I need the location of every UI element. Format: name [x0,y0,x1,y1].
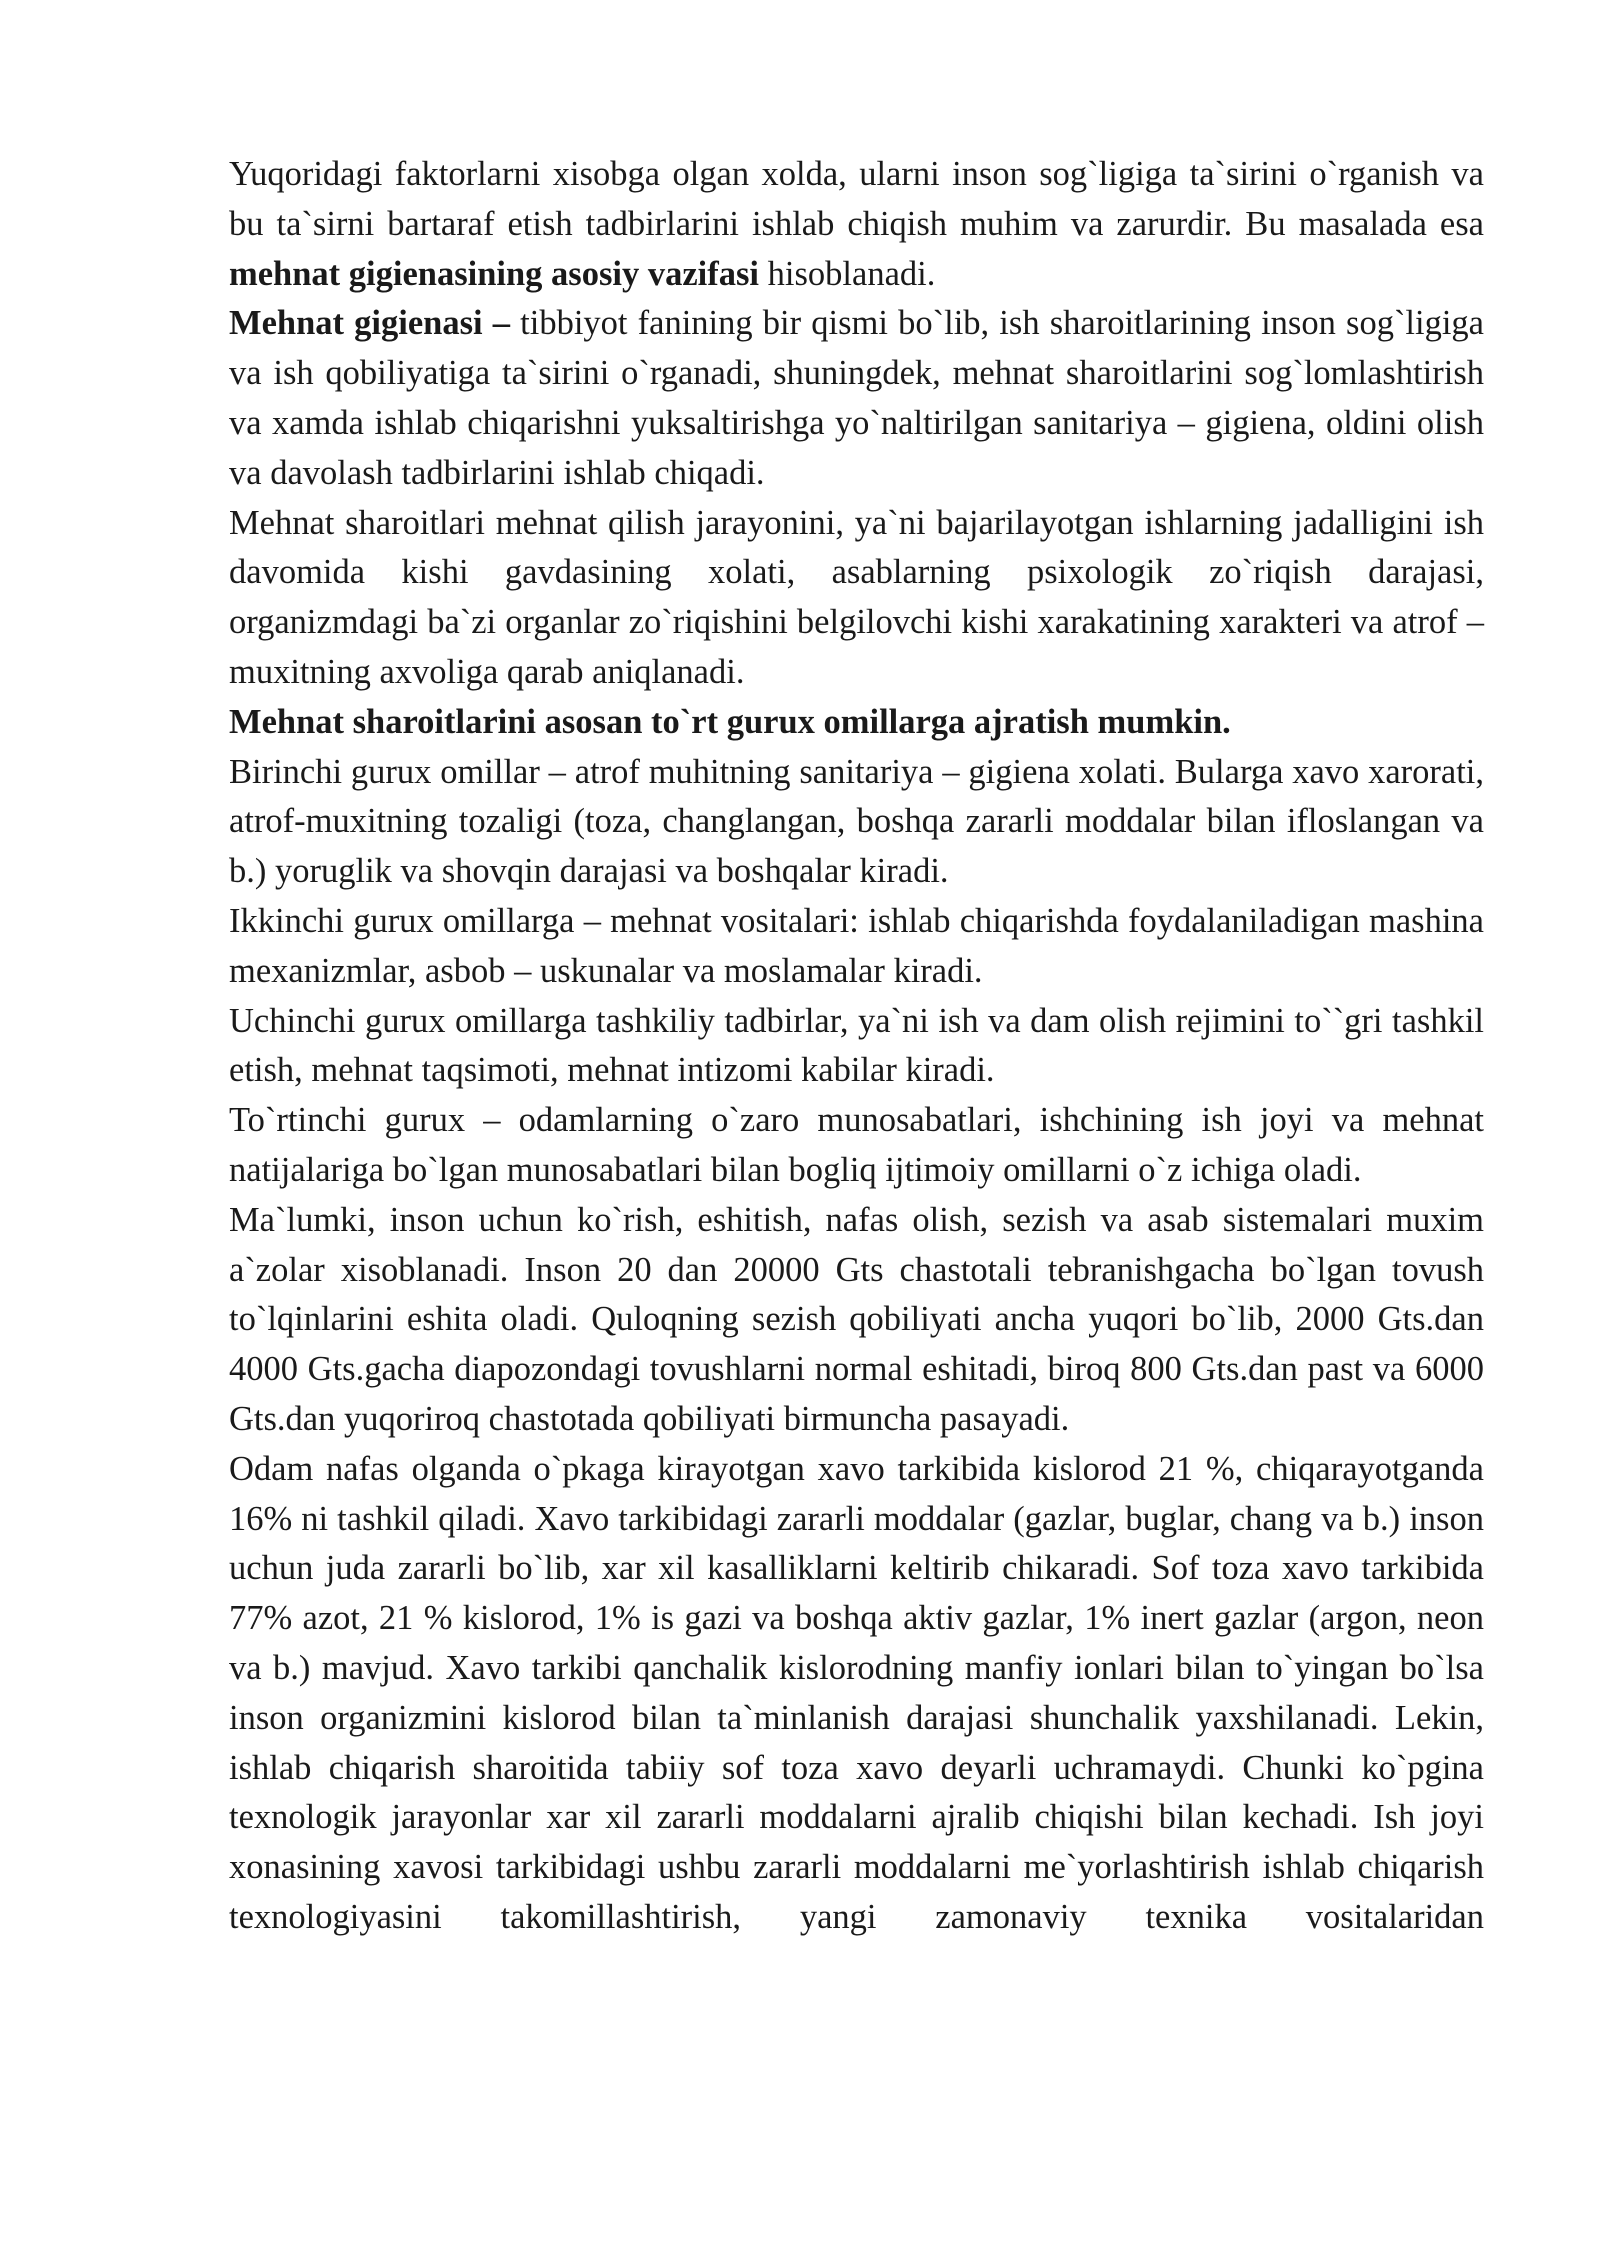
paragraph-2-bold: Mehnat gigienasi – [229,304,510,343]
paragraph-7 [229,997,1484,1097]
paragraph-8 [229,1096,1484,1196]
paragraph-9 [229,1196,1484,1445]
paragraph-1-bold: mehnat gigienasining asosiy vazifasi [229,254,760,293]
paragraph-7-text: Uchinchi gurux omillarga tashkiliy tadbirlar, ya`ni ish va dam olish rejimini to``gri tashkil etish, mehnat taqsimoti, mehnat intizomi kabilar kiradi. [229,1001,1484,1090]
paragraph-9-text: Ma`lumki, inson uchun ko`rish, eshitish, nafas olish, sezish va asab sistemalari muxim a`zolar xisoblanadi. Inson 20 dan 20000 Gts chastotali tebranishgacha bo`lgan tovush to`lqinlarini eshita oladi. Quloqning sezish qobiliyati ancha yuqori bo`lib, 2000 Gts.dan 4000 Gts.gacha diapozondagi tovushlarni normal eshitadi, biroq 800 Gts.dan past va 6000 Gts.dan yuqoriroq chastotada qobiliyati birmuncha pasayadi. [229,1200,1484,1438]
paragraph-1-text-b: hisoblanadi. [759,254,936,293]
paragraph-1 [229,150,1484,299]
paragraph-3-text: Mehnat sharoitlari mehnat qilish jarayonini, ya`ni bajarilayotgan ishlarning jadalligini ish davomida kishi gavdasining xolati, asablarning psixologik zo`riqish darajasi, organizmdagi ba`zi organlar zo`riqishini belgilovchi kishi xarakatining xarakteri va atrof – muxitning axvoliga qarab aniqlanadi. [229,503,1484,691]
paragraph-8-text: To`rtinchi gurux – odamlarning o`zaro munosabatlari, ishchining ish joyi va mehnat natijalariga bo`lgan munosabatlari bilan bogliq ijtimoiy omillarni o`z ichiga oladi. [229,1101,1484,1189]
paragraph-1-text-a: Yuqoridagi faktorlarni xisobga olgan xolda, ularni inson sog`ligiga ta`sirini o`rganish va bu ta`sirni bartaraf etish tadbirlarini ishlab chiqish muhim va zarurdir. Bu masalada esa [229,155,1484,243]
paragraph-4-bold: Mehnat sharoitlarini asosan to`rt gurux omillarga ajratish mumkin. [229,702,1231,741]
paragraph-5-text: Birinchi gurux omillar – atrof muhitning sanitariya – gigiena xolati. Bularga xavo xarorati, atrof-muxitning tozaligi (toza, changlangan, boshqa zararli moddalar bilan ifloslangan va b.) yoruglik va shovqin darajasi va boshqalar kiradi. [229,752,1484,891]
paragraph-2 [229,299,1484,498]
paragraph-2-text: tibbiyot fanining bir qismi bo`lib, ish sharoitlarining inson sog`ligiga va ish qobiliyatiga ta`sirini o`rganadi, shuningdek, mehnat sharoitlarini sog`lomlashtirish va xamda ishlab chiqarishni yuksaltirishga yo`naltirilgan sanitariya – gigiena, oldini olish va davolash tadbirlarini ishlab chiqadi. [229,304,1484,492]
paragraph-4-heading [229,698,1484,748]
paragraph-5 [229,748,1484,897]
paragraph-6 [229,897,1484,997]
paragraph-3 [229,499,1484,698]
document-page [229,150,1484,1943]
paragraph-10-text: Odam nafas olganda o`pkaga kirayotgan xavo tarkibida kislorod 21 %, chiqarayotganda 16% ni tashkil qiladi. Xavo tarkibidagi zararli moddalar (gazlar, buglar, chang va b.) inson uchun juda zararli bo`lib, xar xil kasalliklarni keltirib chikaradi. Sof toza xavo tarkibida 77% azot, 21 % kislorod, 1% is gazi va boshqa aktiv gazlar, 1% inert gazlar (argon, neon va b.) mavjud. Xavo tarkibi qanchalik kislorodning manfiy ionlari bilan to`yingan bo`lsa inson organizmini kislorod bilan ta`minlanish darajasi shunchalik yaxshilanadi. Lekin, ishlab chiqarish sharoitida tabiiy sof toza xavo deyarli uchramaydi. Chunki ko`pgina texnologik jarayonlar xar xil zararli moddalarni ajralib chiqishi bilan kechadi. Ish joyi xonasining xavosi tarkibidagi ushbu zararli moddalarni me`yorlashtirish ishlab chiqarish texnologiyasini takomillashtirish, yangi zamonaviy texnika vositalaridan [229,1449,1484,1936]
paragraph-6-text: Ikkinchi gurux omillarga – mehnat vositalari: ishlab chiqarishda foydalaniladigan mashina mexanizmlar, asbob – uskunalar va moslamalar kiradi. [229,901,1484,990]
paragraph-10 [229,1445,1484,1943]
